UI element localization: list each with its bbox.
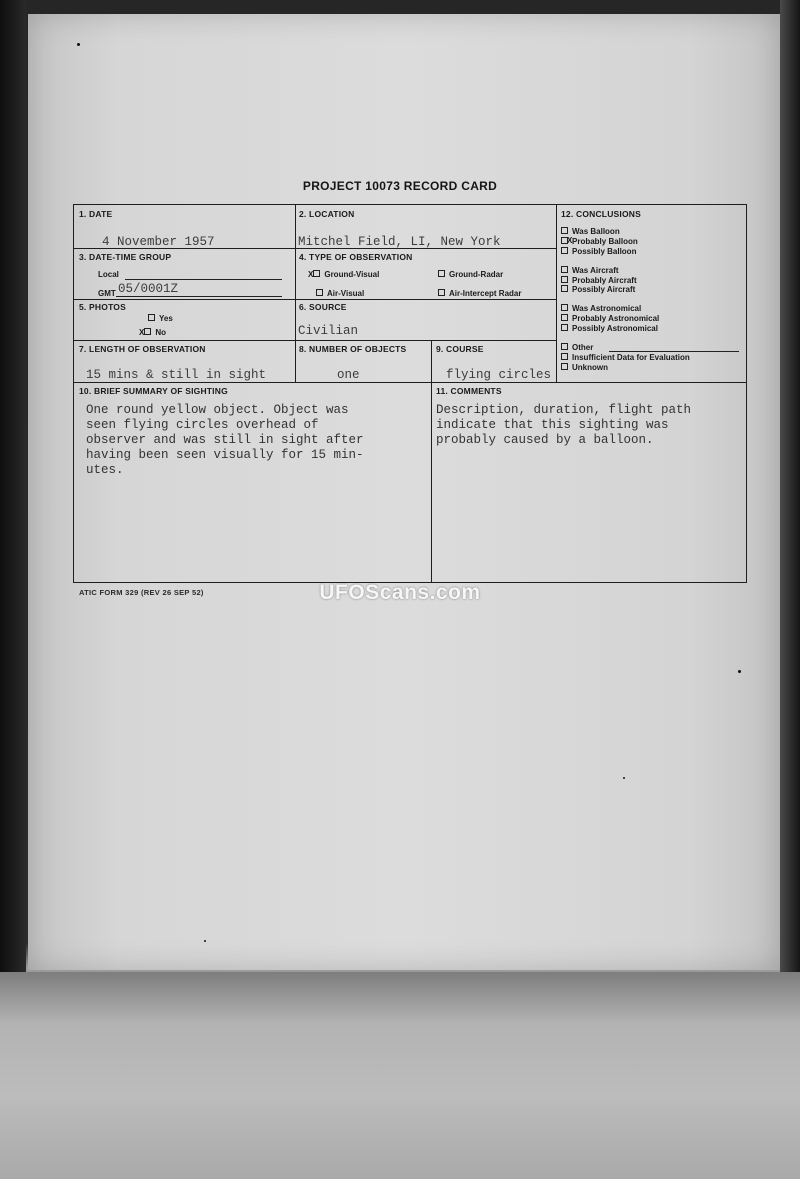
summary-line: One round yellow object. Object was: [86, 403, 349, 417]
conclusion-item: [561, 276, 637, 285]
course-label: 9. COURSE: [436, 344, 484, 354]
dtg-label: 3. DATE-TIME GROUP: [79, 252, 172, 262]
summary-line: seen flying circles overhead of: [86, 418, 319, 432]
comments-line: indicate that this sighting was: [436, 418, 669, 432]
comments-line: probably caused by a balloon.: [436, 433, 654, 447]
conclusion-item: [561, 314, 659, 323]
conclusion-text: Was Aircraft: [572, 266, 619, 275]
checkbox-icon: [561, 304, 568, 311]
summary-label: 10. BRIEF SUMMARY OF SIGHTING: [79, 386, 228, 396]
option-text: Ground-Radar: [449, 270, 504, 279]
conclusion-text: Other: [572, 343, 594, 352]
dtg-local-label: Local: [98, 270, 119, 279]
course-value: flying circles: [446, 368, 552, 382]
scan-speck: [204, 940, 206, 942]
checkbox-icon: [561, 324, 568, 331]
date-label: 1. DATE: [79, 209, 113, 219]
checkbox-icon: [316, 289, 323, 296]
grid-line: [74, 382, 746, 383]
grid-line: [74, 299, 556, 300]
dtg-local-line: [125, 279, 282, 280]
checkbox-mark: X: [567, 236, 573, 245]
checkbox-icon: [561, 276, 568, 283]
summary-line: utes.: [86, 463, 124, 477]
objects-value: one: [337, 368, 360, 382]
checkbox-icon: [148, 314, 155, 321]
source-label: 6. SOURCE: [299, 302, 347, 312]
checkbox-mark: X: [308, 270, 314, 279]
conclusion-item: [561, 304, 641, 313]
conclusion-item: [561, 343, 593, 352]
checkbox-icon: [561, 266, 568, 273]
option-ground-visual: [308, 270, 379, 279]
date-value: 4 November 1957: [102, 235, 215, 249]
grid-line: [295, 205, 296, 382]
length-label: 7. LENGTH OF OBSERVATION: [79, 344, 206, 354]
conclusion-text: Possibly Astronomical: [572, 324, 658, 333]
comments-line: Description, duration, flight path: [436, 403, 692, 417]
card-title: PROJECT 10073 RECORD CARD: [302, 179, 498, 193]
checkbox-icon: [561, 227, 568, 234]
option-ground-radar: [438, 270, 503, 279]
dtg-gmt-value: 05/0001Z: [118, 282, 179, 296]
observation-type-label: 4. TYPE OF OBSERVATION: [299, 252, 413, 262]
checkbox-icon: [313, 270, 320, 277]
source-value: Civilian: [298, 324, 359, 338]
conclusion-text: Probably Balloon: [572, 237, 638, 246]
checkbox-icon: [438, 270, 445, 277]
option-text: No: [155, 328, 167, 337]
conclusion-item-marked: [561, 237, 638, 246]
conclusion-item: [561, 285, 635, 294]
record-form: [73, 204, 747, 583]
summary-line: observer and was still in sight after: [86, 433, 364, 447]
checkbox-icon: [438, 289, 445, 296]
grid-line: [431, 340, 432, 582]
grid-line: [74, 340, 556, 341]
comments-label: 11. COMMENTS: [436, 386, 502, 396]
form-number: ATIC FORM 329 (REV 26 SEP 52): [79, 588, 204, 597]
conclusion-text: Possibly Aircraft: [572, 285, 636, 294]
conclusions-label: 12. CONCLUSIONS: [561, 209, 641, 219]
dtg-gmt-line: [116, 296, 282, 297]
option-text: Air-Visual: [327, 289, 365, 298]
option-text: Ground-Visual: [324, 270, 380, 279]
scan-speck: [77, 43, 80, 46]
option-text: Yes: [159, 314, 173, 323]
conclusion-item: [561, 353, 690, 362]
option-air-visual: [316, 289, 364, 298]
location-label: 2. LOCATION: [299, 209, 355, 219]
conclusion-item: [561, 266, 619, 275]
conclusion-text: Was Balloon: [572, 227, 620, 236]
checkbox-icon: [561, 247, 568, 254]
conclusion-text: Was Astronomical: [572, 304, 642, 313]
conclusion-item: [561, 227, 620, 236]
location-value: Mitchel Field, LI, New York: [298, 235, 501, 249]
photos-label: 5. PHOTOS: [79, 302, 126, 312]
objects-label: 8. NUMBER OF OBJECTS: [299, 344, 407, 354]
summary-line: having been seen visually for 15 min-: [86, 448, 364, 462]
checkbox-icon: [144, 328, 151, 335]
grid-line: [556, 205, 557, 382]
conclusion-item: [561, 324, 658, 333]
conclusion-text: Unknown: [572, 363, 608, 372]
conclusion-text: Probably Aircraft: [572, 276, 637, 285]
lower-scan-strip: [0, 972, 800, 1179]
conclusion-item: [561, 363, 608, 372]
other-line: [609, 351, 739, 352]
watermark: UFOScans.com: [319, 581, 481, 604]
option-air-intercept-radar: [438, 289, 521, 298]
checkbox-icon: [561, 353, 568, 360]
option-text: Air-Intercept Radar: [449, 289, 522, 298]
scan-speck: [738, 670, 741, 673]
checkbox-icon: [561, 343, 568, 350]
option-photos-no: [139, 328, 166, 337]
film-edge-right: [780, 0, 800, 975]
checkbox-icon: [561, 314, 568, 321]
checkbox-mark: X: [139, 328, 145, 337]
length-value: 15 mins & still in sight: [86, 368, 267, 382]
dtg-gmt-label: GMT: [98, 289, 116, 298]
checkbox-icon: [561, 285, 568, 292]
conclusion-text: Possibly Balloon: [572, 247, 637, 256]
scan-speck: [623, 777, 625, 779]
film-edge-left: [0, 0, 26, 975]
conclusion-text: Insufficient Data for Evaluation: [572, 353, 690, 362]
conclusion-item: [561, 247, 636, 256]
checkbox-icon: [561, 363, 568, 370]
conclusion-text: Probably Astronomical: [572, 314, 660, 323]
option-photos-yes: [148, 314, 173, 323]
